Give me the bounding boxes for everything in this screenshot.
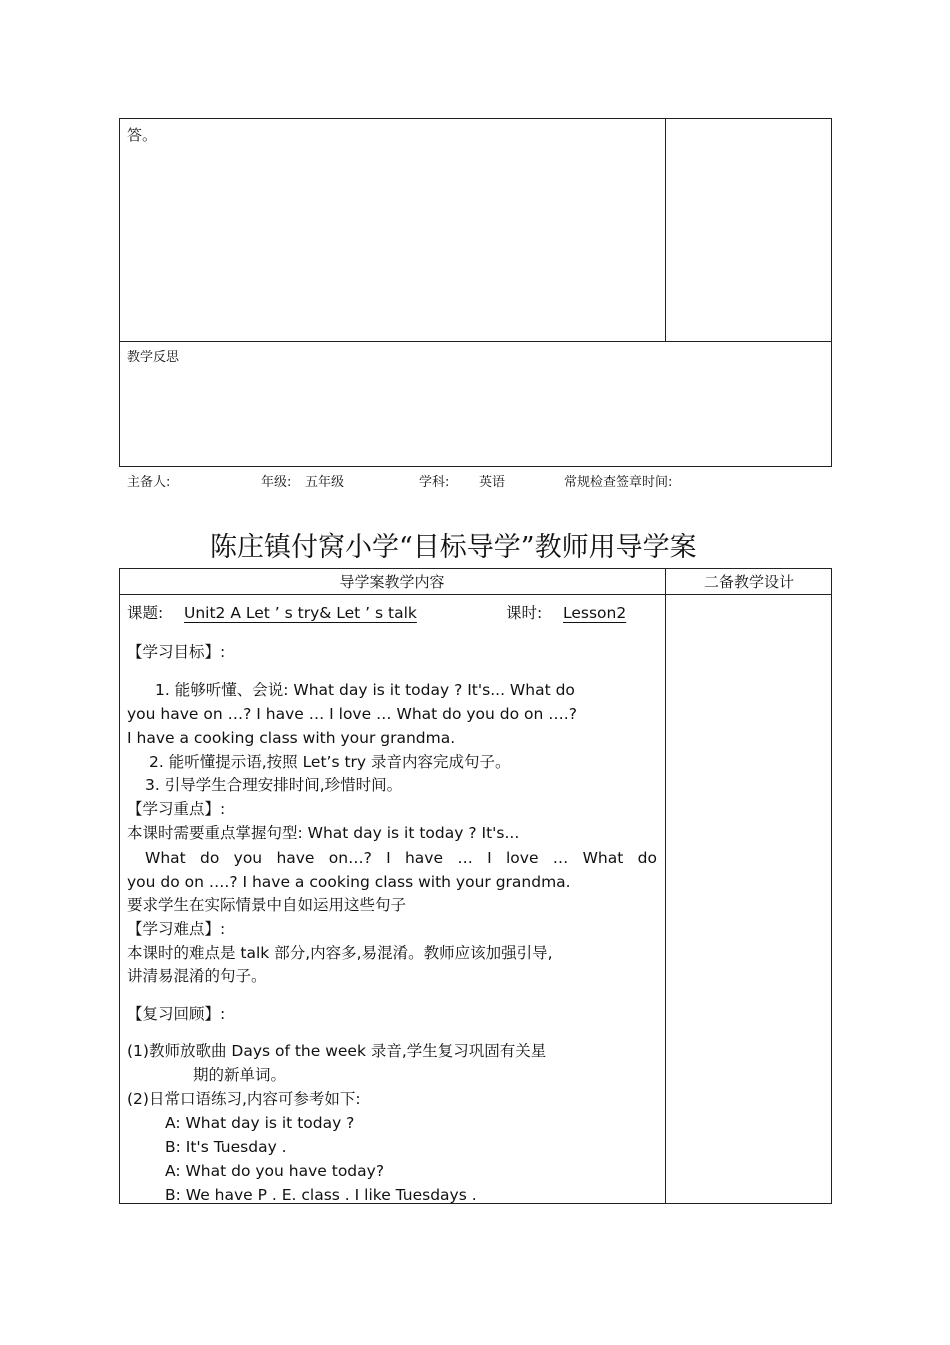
key-word: on…? xyxy=(328,849,372,867)
page-title: 陈庄镇付窝小学“目标导学”教师用导学案 xyxy=(210,532,697,563)
key-line4: 要求学生在实际情景中自如运用这些句子 xyxy=(127,896,407,914)
dialog-line: A: What do you have today? xyxy=(165,1162,385,1180)
dialog-line: A: What day is it today ? xyxy=(165,1114,355,1132)
key-word: … xyxy=(457,849,473,867)
goal3: 3. 引导学生合理安排时间,珍惜时间。 xyxy=(145,776,403,794)
review-heading: 【复习回顾】: xyxy=(127,1005,226,1023)
goal2: 2. 能听懂提示语,按照 Let’s try 录音内容完成句子。 xyxy=(149,753,511,771)
check-time-label: 常规检查签章时间: xyxy=(564,475,673,490)
reflection-label: 教学反思 xyxy=(127,350,180,365)
grade-label: 年级: xyxy=(261,475,292,490)
key-word: do xyxy=(637,849,657,867)
header-left: 导学案教学内容 xyxy=(339,573,445,591)
difficulty-line2: 讲清易混淆的句子。 xyxy=(127,967,267,985)
preparer-label: 主备人: xyxy=(127,475,171,490)
goal1-line2: you have on …? I have … I love … What do you do on ….? xyxy=(127,705,577,723)
goal1-line1: 1. 能够听懂、会说: What day is it today ? It's... What do xyxy=(155,681,575,699)
period-label: 课时: xyxy=(506,604,543,622)
review1-line2: 期的新单词。 xyxy=(193,1066,287,1084)
key-line2 xyxy=(145,846,657,870)
lesson-table-header-divider xyxy=(119,594,832,595)
key-word: you xyxy=(233,849,263,867)
key-line3: you do on ….? I have a cooking class with your grandma. xyxy=(127,873,571,891)
key-word: I xyxy=(487,849,492,867)
key-word: What xyxy=(582,849,624,867)
top-table xyxy=(119,118,832,467)
dialog-line: B: It's Tuesday . xyxy=(165,1138,287,1156)
lesson-table-column-divider xyxy=(665,568,666,1204)
header-right: 二备教学设计 xyxy=(703,573,794,591)
key-line1: 本课时需要重点掌握句型: What day is it today ? It's... xyxy=(127,824,520,842)
goals-heading: 【学习目标】: xyxy=(127,643,226,661)
grade-value: 五年级 xyxy=(305,475,345,490)
topic-label: 课题: xyxy=(127,604,164,622)
key-word: I xyxy=(386,849,391,867)
review1-line1: (1)教师放歌曲 Days of the week 录音,学生复习巩固有关星 xyxy=(127,1042,547,1060)
dialog-line: B: We have P . E. class . I like Tuesdays . xyxy=(165,1186,477,1204)
difficulty-heading: 【学习难点】: xyxy=(127,920,226,938)
review2: (2)日常口语练习,内容可参考如下: xyxy=(127,1090,361,1108)
subject-value: 英语 xyxy=(479,475,506,490)
top-table-column-divider xyxy=(665,118,666,342)
key-word: do xyxy=(200,849,220,867)
key-word: love xyxy=(505,849,539,867)
subject-label: 学科: xyxy=(419,475,450,490)
key-word: have xyxy=(404,849,444,867)
key-word: have xyxy=(276,849,315,867)
period-value: Lesson2 xyxy=(563,604,627,622)
key-word: What xyxy=(145,849,186,867)
top-table-row-divider xyxy=(119,341,832,342)
goal1-line3: I have a cooking class with your grandma. xyxy=(127,729,456,747)
key-heading: 【学习重点】: xyxy=(127,800,226,818)
topic-value: Unit2 A Let ’ s try& Let ’ s talk xyxy=(184,604,417,622)
difficulty-line1: 本课时的难点是 talk 部分,内容多,易混淆。教师应该加强引导, xyxy=(127,944,553,962)
key-word: … xyxy=(552,849,569,867)
content-cell-text: 答。 xyxy=(127,126,158,144)
